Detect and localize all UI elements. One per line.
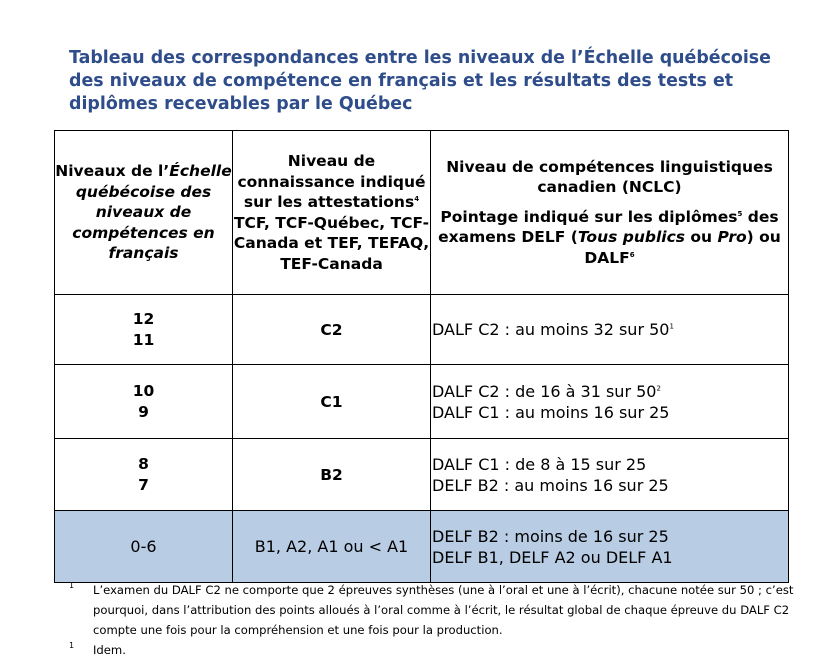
test-level: C1 [233,365,431,439]
header-test-level: Niveau de connaissance indiqué sur les attestations$^4$ TCF, TCF-Québec, TCF-Canada et TEF, TEFAQ, TEF-Canada [233,131,431,295]
header-nclc: Niveau de compétences linguistiques canadien (NCLC) Pointage indiqué sur les diplômes$^5$ des examens DELF (Tous publics ou Pro) ou DALF$^6$ [431,131,789,295]
test-level: B1, A2, A1 ou < A1 [233,511,431,583]
test-level: B2 [233,439,431,511]
quebec-levels: 8 7 [55,439,233,511]
correspondence-table [54,130,789,583]
table-row [55,295,789,365]
footnote [69,580,799,640]
quebec-levels: 10 9 [55,365,233,439]
diploma-result: DALF C2 : de 16 à 31 sur $50^2$ DALF C1 : au moins 16 sur 25 [431,365,789,439]
test-level: C2 [233,295,431,365]
diploma-result: DALF C2 : au moins 32 sur $50^1$ [431,295,789,365]
table-row [55,365,789,439]
footnote-text: L’examen du DALF C2 ne comporte que 2 épreuves synthèses (une à l’oral et une à l’écrit), chacune notée sur 50 ; c’est pourquoi, dans l’attribution des points alloués à l’oral comme à l’écrit, le résultat global de chaque épreuve du DALF C2 compte une fois pour la compréhension et une fois pour la production. [93,583,794,637]
footnote-marker: 1 [69,641,75,650]
footnote-text: Idem. [93,643,126,657]
header-quebec-scale: Niveaux de l’Échelle québécoise des niveaux de compétences en français [55,131,233,295]
quebec-levels: 12 11 [55,295,233,365]
footnote [69,640,799,660]
table-header-row [55,131,789,295]
document-title: Tableau des correspondances entre les niveaux de l’Échelle québécoise des niveaux de compétence en français et les résultats des tests et diplômes recevables par le Québec [69,48,771,114]
table-row [55,439,789,511]
diploma-result: DALF C1 : de 8 à 15 sur 25 DELF B2 : au moins 16 sur 25 [431,439,789,511]
quebec-levels: 0-6 [55,511,233,583]
footnotes [69,580,799,660]
footnote-marker: 1 [69,581,75,590]
table-row-highlighted [55,511,789,583]
diploma-result: DELF B2 : moins de 16 sur 25 DELF B1, DELF A2 ou DELF A1 [431,511,789,583]
